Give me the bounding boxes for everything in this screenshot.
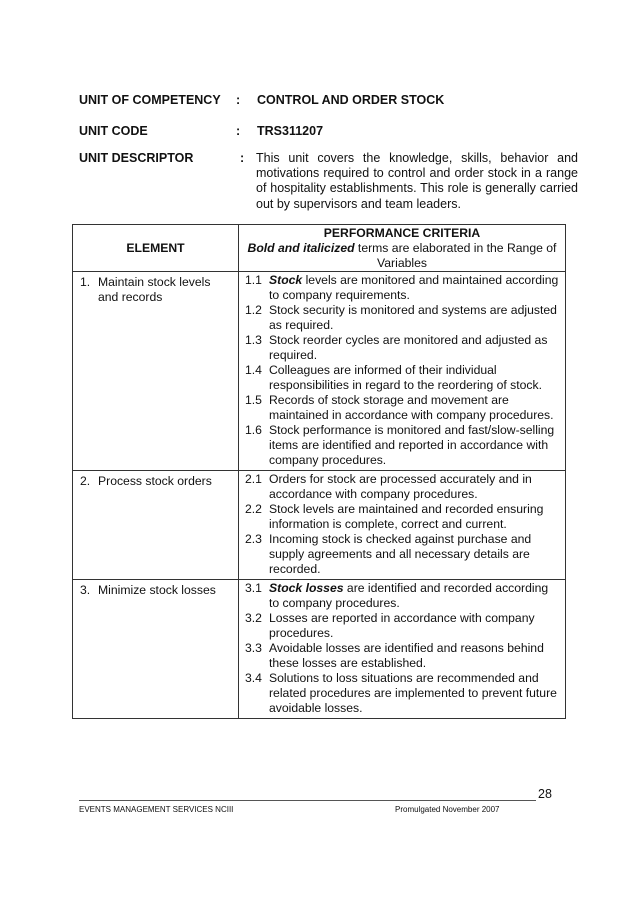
table-row (73, 272, 566, 471)
unit-of-competency-label: UNIT OF COMPETENCY (79, 93, 221, 107)
criteria-item: 1.3 Stock reorder cycles are monitored and adjusted as required. (245, 333, 548, 362)
criteria-item: 2.2 Stock levels are maintained and recorded ensuring information is complete, correct and current. (245, 502, 544, 531)
footer-rule (79, 800, 536, 801)
criteria-item: 1.5 Records of stock storage and movement are maintained in accordance with company procedures. (245, 393, 554, 422)
range-term: Stock (269, 273, 303, 287)
element-cell (73, 580, 239, 719)
criteria-item: 3.4 Solutions to loss situations are recommended and related procedures are implemented to prevent future avoidable losses. (245, 671, 557, 715)
colon: : (240, 151, 245, 165)
element-number: 1. (80, 275, 91, 289)
element-cell (73, 272, 239, 471)
colon: : (236, 124, 241, 138)
criteria-cell (239, 580, 566, 719)
element-text: Maintain stock levels and records (98, 275, 211, 304)
criteria-column-header (239, 225, 566, 272)
unit-descriptor-text: This unit covers the knowledge, skills, behavior and motivations required to control and order stock in a range of hospitality establishments. This role is generally carried out by supervisors and team leaders. (256, 151, 578, 211)
criteria-note: terms are elaborated in the Range of Variables (354, 241, 557, 270)
table-row (73, 580, 566, 719)
element-cell (73, 471, 239, 580)
element-text: Minimize stock losses (98, 583, 216, 597)
criteria-title: PERFORMANCE CRITERIA (323, 226, 481, 240)
criteria-cell (239, 272, 566, 471)
criteria-item: 3.1 Stock losses are identified and recorded according to company procedures. (245, 581, 549, 610)
criteria-item: 3.3 Avoidable losses are identified and reasons behind these losses are established. (245, 641, 544, 670)
range-term: Stock losses (269, 581, 344, 595)
criteria-item: 1.4 Colleagues are informed of their individual responsibilities in regard to the reordering of stock. (245, 363, 543, 392)
element-number: 3. (80, 583, 91, 597)
footer-title: EVENTS MANAGEMENT SERVICES NCIII (79, 805, 234, 814)
competency-table (72, 224, 566, 719)
criteria-item: 2.3 Incoming stock is checked against purchase and supply agreements and all necessary details are recorded. (245, 532, 532, 576)
element-column-header: ELEMENT (73, 225, 239, 272)
unit-code-label: UNIT CODE (79, 124, 148, 138)
table-row (73, 471, 566, 580)
criteria-lead: Bold and italicized (247, 241, 355, 255)
criteria-item: 1.1 Stock levels are monitored and maintained according to company requirements. (245, 273, 559, 302)
criteria-item: 1.2 Stock security is monitored and systems are adjusted as required. (245, 303, 557, 332)
unit-of-competency-value: CONTROL AND ORDER STOCK (257, 93, 445, 107)
element-text: Process stock orders (98, 474, 212, 488)
table-header-row (73, 225, 566, 272)
criteria-item: 2.1 Orders for stock are processed accurately and in accordance with company procedures. (245, 472, 532, 501)
criteria-item: 1.6 Stock performance is monitored and fast/slow-selling items are identified and reported in accordance with company procedures. (245, 423, 555, 467)
page-number: 28 (538, 787, 552, 801)
footer-date: Promulgated November 2007 (395, 805, 500, 814)
criteria-cell (239, 471, 566, 580)
criteria-item: 3.2 Losses are reported in accordance with company procedures. (245, 611, 535, 640)
unit-descriptor-label: UNIT DESCRIPTOR (79, 151, 194, 165)
unit-code-value: TRS311207 (257, 124, 324, 138)
element-number: 2. (80, 474, 91, 488)
colon: : (236, 93, 241, 107)
